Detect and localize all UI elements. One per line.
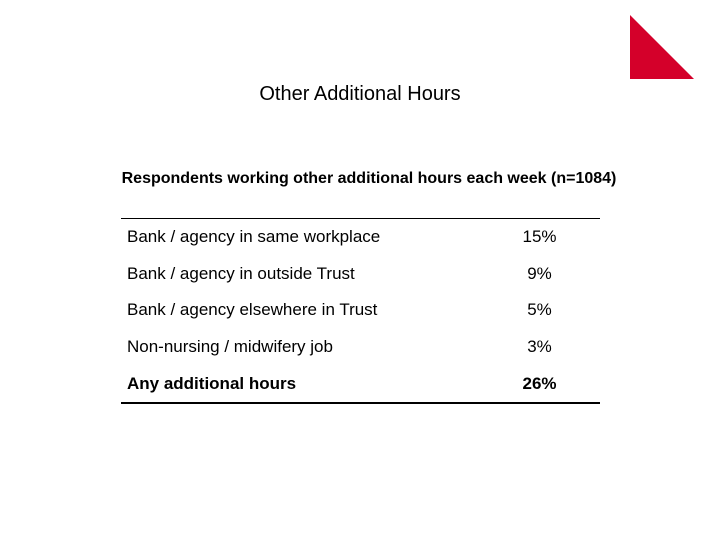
table-row [121, 219, 600, 256]
total-row [121, 365, 600, 403]
row-label: Bank / agency in outside Trust [127, 263, 355, 283]
row-label: Bank / agency in same workplace [121, 219, 467, 256]
table-row [121, 329, 600, 366]
row-value: 5% [527, 300, 552, 320]
page-title: Other Additional Hours [259, 83, 461, 105]
red-triangle-icon [630, 15, 694, 79]
row-label: Bank / agency elsewhere in Trust [127, 300, 378, 320]
table-row [121, 292, 600, 329]
total-value: 26% [467, 365, 600, 403]
row-value: 15% [467, 219, 600, 256]
row-label: Non-nursing / midwifery job [127, 337, 333, 357]
additional-hours-table [121, 218, 600, 404]
total-label: Any additional hours [121, 365, 467, 403]
row-value: 3% [527, 337, 552, 357]
row-value: 9% [527, 263, 552, 283]
table-subtitle: Respondents working other additional hours each week (n=1084) [121, 170, 617, 187]
table-row [121, 256, 600, 293]
